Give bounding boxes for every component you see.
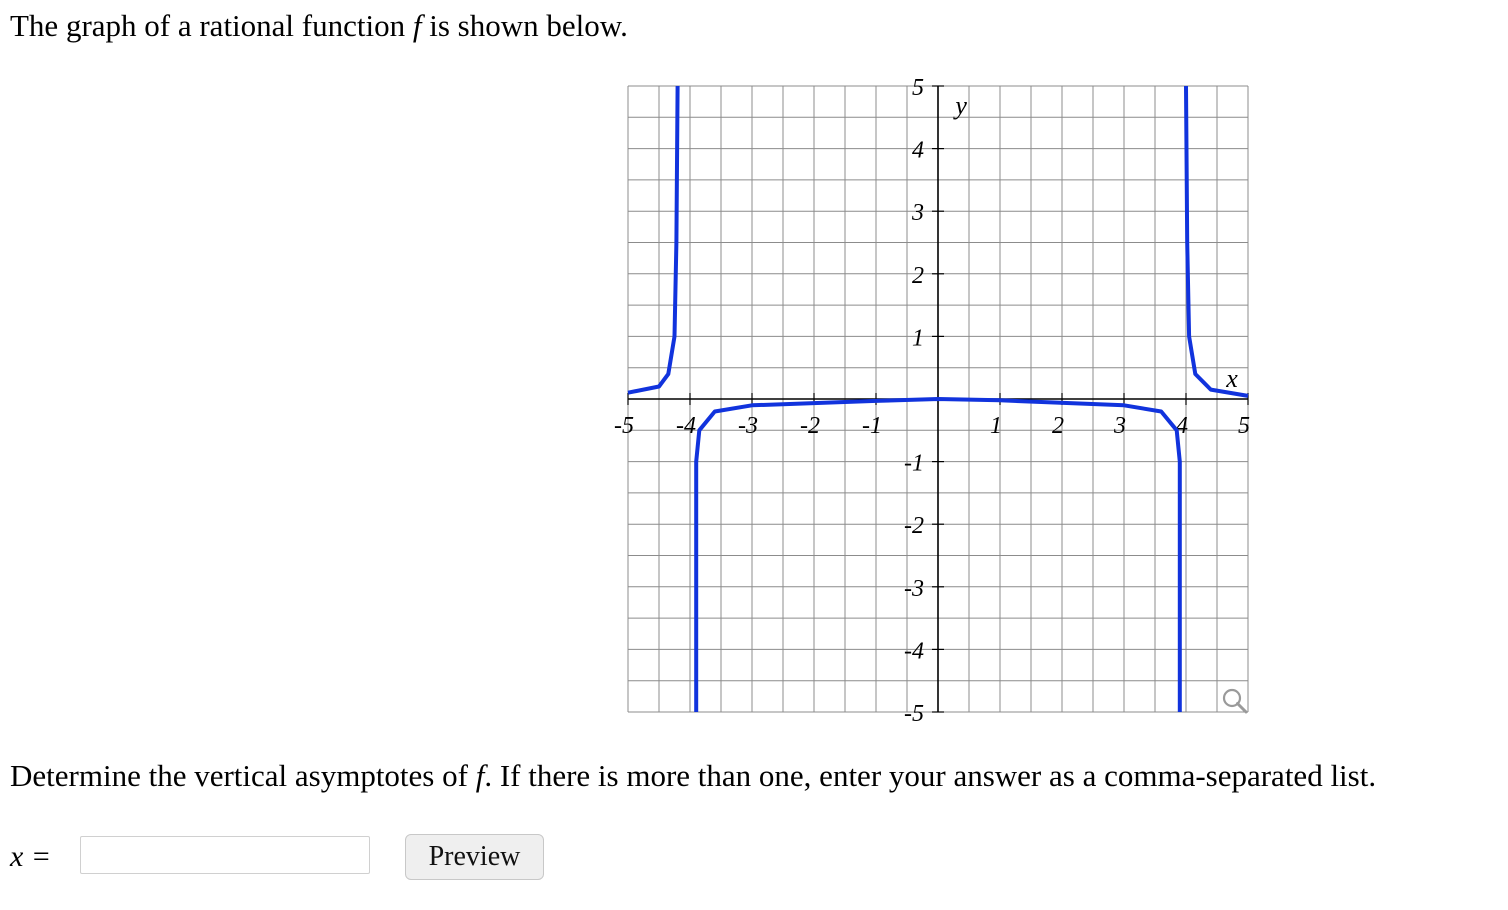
intro-text-before: The graph of a rational function [10,8,413,43]
function-graph [600,70,1280,730]
question-intro [10,6,628,46]
y-tick-label: 3 [912,200,924,227]
y-tick-label: -3 [904,575,924,602]
answer-label: x = [10,840,52,873]
y-tick-label: 2 [912,262,924,289]
function-variable: f [412,8,422,43]
x-tick-label: -5 [614,413,634,439]
y-tick-label: 5 [912,75,924,101]
answer-input[interactable] [80,836,370,874]
function-variable: f [475,758,485,793]
x-axis-label: x [1226,364,1238,393]
prompt-text-after: . If there is more than one, enter your answer as a comma-separated list. [484,758,1377,793]
y-tick-label: -5 [904,701,924,727]
intro-text-after: is shown below. [421,8,628,43]
x-tick-label: 1 [990,413,1002,439]
y-tick-label: -2 [904,513,924,540]
preview-button[interactable]: Preview [405,834,544,880]
magnifier-icon[interactable] [1224,690,1246,712]
x-tick-label: -3 [738,413,758,439]
x-tick-label: 2 [1052,413,1064,439]
y-tick-label: -4 [904,638,924,665]
x-tick-label: -1 [862,413,882,439]
x-tick-label: 4 [1176,413,1188,439]
y-tick-label: -1 [904,450,924,477]
x-tick-label: 3 [1114,413,1126,439]
y-tick-label: 1 [912,325,924,352]
curve-branch [628,86,678,393]
x-tick-label: -4 [676,413,696,439]
y-axis-label: y [955,91,967,121]
x-tick-label: 5 [1238,413,1250,439]
question-prompt [10,756,1376,796]
y-tick-label: 4 [912,137,924,164]
prompt-text-before: Determine the vertical asymptotes of [10,758,476,793]
x-tick-label: -2 [800,413,820,439]
